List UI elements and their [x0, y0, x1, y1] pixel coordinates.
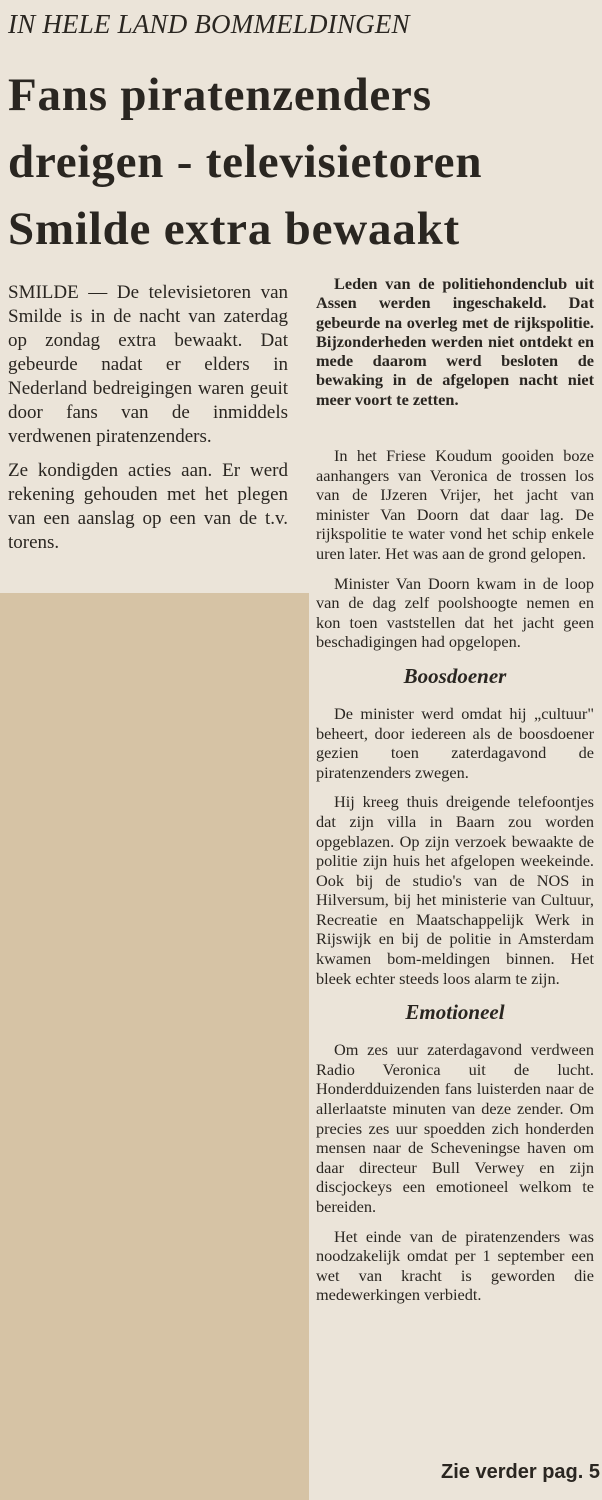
paragraph: Het einde van de piratenzenders was noodzakelijk omdat per 1 september een wet van kracht is geworden die medewerkingen verbiedt.: [316, 1226, 594, 1305]
right-column-lead: [316, 274, 594, 419]
paragraph: SMILDE — De televisietoren van Smilde is in de nacht van zaterdag op zondag extra bewaakt. Dat gebeurde nadat er elders in Nederland bedreigingen waren geuit door fans van de inmiddels verdwenen piratenzenders.: [8, 282, 288, 447]
kicker: IN HELE LAND BOMMELDINGEN: [8, 9, 410, 39]
paragraph: De minister werd omdat hij „cultuur" beheert, door iedereen als de boosdoener gezien toen zaterdagavond de piratenzenders zwegen.: [316, 703, 594, 782]
paragraph: Om zes uur zaterdagavond verdween Radio Veronica uit de lucht. Honderdduizenden fans luisterden naar de allerlaatste minuten van deze zender. Om precies zes uur spoedden zich honderden mensen naar de Scheveningse haven om daar directeur Bull Verwey en zijn discjockeys een emotioneel welkom te bereiden.: [316, 1040, 594, 1216]
left-column: [8, 281, 288, 565]
subhead-emotioneel: Emotioneel: [405, 1000, 505, 1025]
paragraph: Hij kreeg thuis dreigende telefoontjes dat zijn villa in Baarn zou worden opgeblazen. Op zijn verzoek bewaakte de politie zijn huis het afgelopen weekeinde. Ook bij de studio's van de NOS in Hilversum, bij het ministerie van Cultuur, Recreatie en Maatschappelijk Werk in Rijswijk en bij de politie in Amsterdam kwamen bom-meldingen binnen. Het bleek echter steeds loos alarm te zijn.: [316, 792, 594, 988]
right-column: [316, 446, 594, 1315]
lead-paragraph: Leden van de politiehondenclub uit Assen werden ingeschakeld. Dat gebeurde na overleg met de rijkspolitie. Bijzonderheden werden niet ontdekt en mede daarom werd besloten de bewaking in de afgelopen nacht niet meer voort te zetten.: [316, 274, 594, 409]
headline-line-1: Fans piratenzenders: [8, 69, 432, 121]
headline: [8, 62, 600, 263]
continued-on-page: Zie verder pag. 5: [441, 1461, 600, 1483]
subhead-boosdoener: Boosdoener: [403, 663, 507, 688]
headline-line-3: Smilde extra bewaakt: [8, 203, 461, 255]
paragraph: Minister Van Doorn kwam in de loop van de dag zelf poolshoogte nemen en kon toen vaststellen dat het jacht geen beschadigingen had opgelopen.: [316, 573, 594, 652]
paragraph: In het Friese Koudum gooiden boze aanhangers van Veronica de trossen los van de IJzeren Vrijer, het jacht van minister Van Doorn dat daar lag. De rijkspolitie te water vond het schip enkele uren later. Het was aan de grond gelopen.: [316, 446, 594, 563]
paragraph: Ze kondigden acties aan. Er werd rekening gehouden met het plegen van een aanslag op een van de t.v. torens.: [8, 460, 288, 553]
headline-line-2: dreigen - televisietoren: [8, 136, 483, 188]
